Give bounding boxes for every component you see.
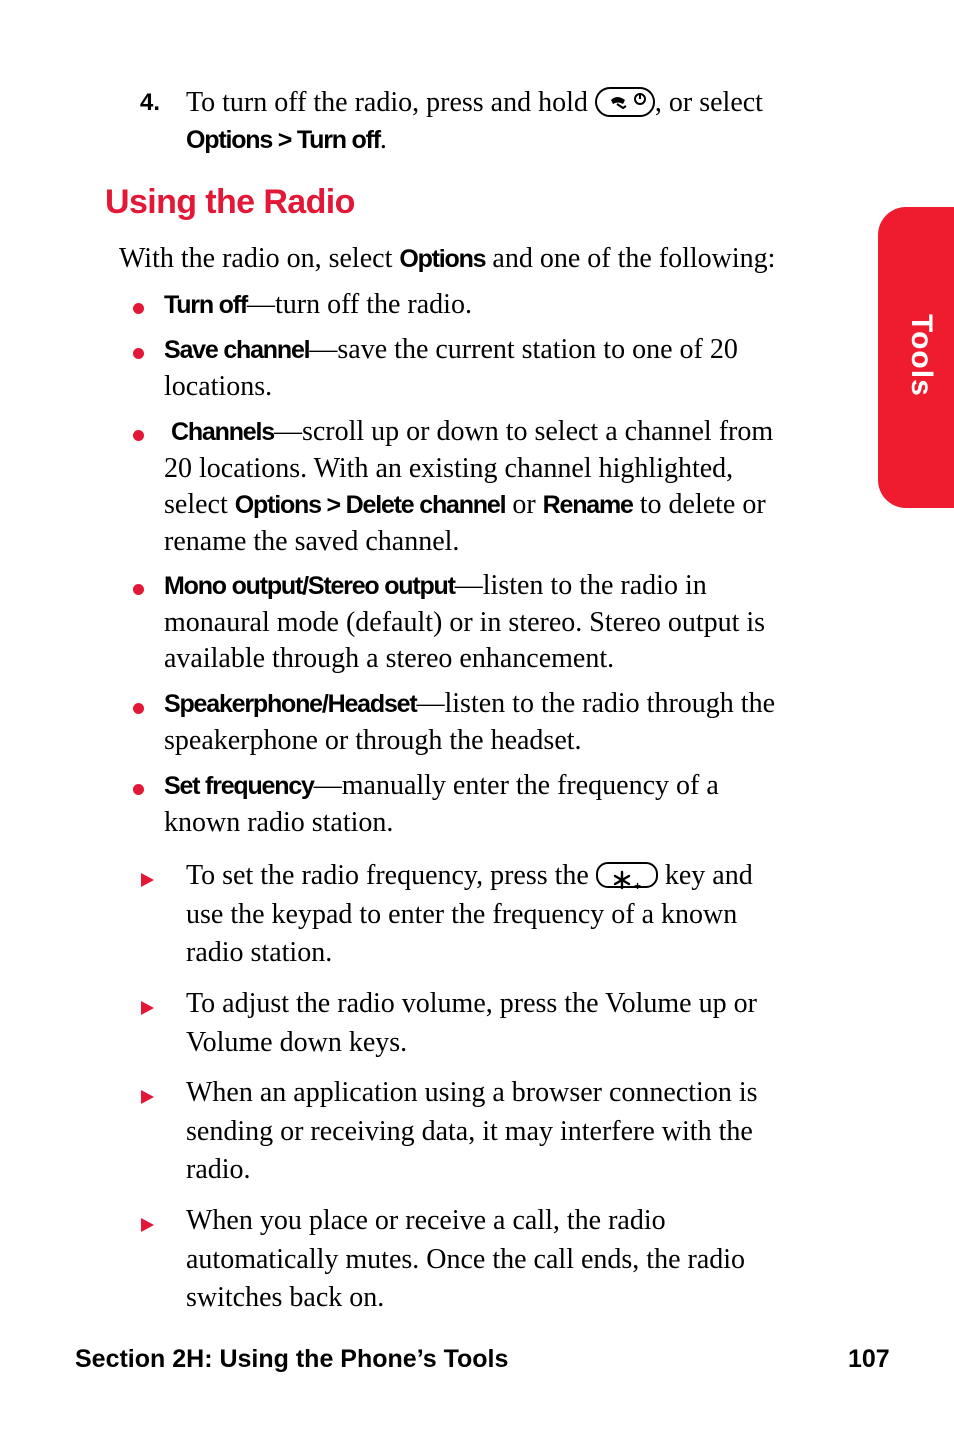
bullet-dot — [133, 703, 144, 714]
bullet-desc: —listen to the radio through the — [416, 688, 775, 719]
bullet-text: select — [164, 489, 228, 520]
step-4-period: . — [379, 123, 387, 155]
bullet-term: Mono output/Stereo output — [164, 572, 455, 600]
tip-text: To adjust the radio volume, press the Volume up or — [186, 988, 757, 1019]
bullet-desc-cont: speakerphone or through the headset. — [164, 724, 582, 756]
bullet-turn-off — [164, 287, 864, 324]
end-power-key-icon — [595, 87, 655, 117]
tip-text: When you place or receive a call, the radio — [186, 1205, 666, 1236]
tip-text: switches back on. — [186, 1282, 385, 1313]
tip-text: sending or receiving data, it may interfere with the — [186, 1115, 753, 1147]
bullet-dot — [133, 348, 144, 359]
tip-volume — [186, 985, 866, 1062]
step-4-text-after: , or select — [654, 87, 763, 118]
star-key-icon — [596, 862, 658, 891]
menu-rename: Rename — [542, 491, 633, 519]
page-number: 107 — [848, 1345, 890, 1373]
bullet-desc-cont: rename the saved channel. — [164, 525, 460, 557]
bullet-desc: —scroll up or down to select a channel from — [273, 416, 774, 447]
tip-text: Volume down keys. — [186, 1026, 408, 1058]
bullet-dot — [133, 584, 144, 595]
tip-set-frequency — [186, 857, 866, 973]
bullet-desc-cont: 20 locations. With an existing channel highlighted, — [164, 452, 734, 484]
side-tab-label: Tools — [905, 313, 938, 397]
bullet-text: or — [512, 489, 536, 520]
bullet-dot — [133, 303, 144, 314]
tip-text: key and — [664, 860, 753, 891]
tip-arrow-icon — [141, 873, 154, 887]
bullet-set-frequency — [164, 768, 864, 841]
tip-arrow-icon — [141, 1090, 154, 1104]
tip-text: use the keypad to enter the frequency of a known — [186, 898, 738, 930]
bullet-desc-cont: known radio station. — [164, 806, 394, 838]
intro-after: and one of the following: — [492, 243, 776, 274]
tip-call — [186, 1202, 866, 1318]
bullet-desc: —save the current station to one of 20 — [309, 334, 738, 365]
step-number: 4. — [140, 89, 161, 116]
bullet-term: Speakerphone/Headset — [164, 690, 417, 718]
bullet-mono-stereo — [164, 568, 864, 678]
menu-path-options-turn-off: Options > Turn off — [186, 125, 380, 154]
tip-text: automatically mutes. Once the call ends, the radio — [186, 1243, 746, 1275]
step-4-text — [186, 85, 866, 158]
bullet-desc: —turn off the radio. — [246, 289, 472, 320]
bullet-text: to delete or — [639, 489, 766, 520]
tip-browser — [186, 1074, 866, 1190]
bullet-term: Set frequency — [164, 772, 314, 800]
bullet-desc-cont: monaural mode (default) or in stereo. Stereo output is — [164, 606, 766, 638]
intro-text — [119, 241, 879, 278]
intro-options-label: Options — [399, 245, 486, 273]
tip-text: To set the radio frequency, press the — [186, 860, 589, 891]
section-heading: Using the Radio — [105, 183, 355, 221]
tip-text: When an application using a browser connection is — [186, 1077, 758, 1108]
bullet-desc-cont: available through a stereo enhancement. — [164, 643, 615, 674]
bullet-save-channel — [164, 332, 864, 405]
tip-arrow-icon — [141, 1001, 154, 1015]
menu-path-delete-channel: Options > Delete channel — [234, 491, 506, 519]
bullet-term: Save channel — [164, 336, 310, 364]
svg-text:+: + — [633, 878, 641, 891]
bullet-dot — [133, 430, 144, 441]
bullet-speakerphone — [164, 686, 864, 759]
intro-before: With the radio on, select — [119, 243, 393, 274]
footer-section-title: Section 2H: Using the Phone’s Tools — [75, 1345, 509, 1373]
bullet-desc: —manually enter the frequency of a — [313, 770, 719, 801]
bullet-term: Turn off — [164, 291, 247, 319]
step-4-text-before: To turn off the radio, press and hold — [186, 87, 588, 118]
tip-text: radio. — [186, 1154, 251, 1185]
bullet-channels — [164, 414, 864, 560]
bullet-term: Channels — [171, 418, 274, 446]
tip-text: radio station. — [186, 937, 333, 968]
bullet-desc-cont: locations. — [164, 370, 273, 402]
bullet-desc: —listen to the radio in — [454, 570, 707, 601]
tip-arrow-icon — [141, 1218, 154, 1232]
bullet-dot — [133, 784, 144, 795]
